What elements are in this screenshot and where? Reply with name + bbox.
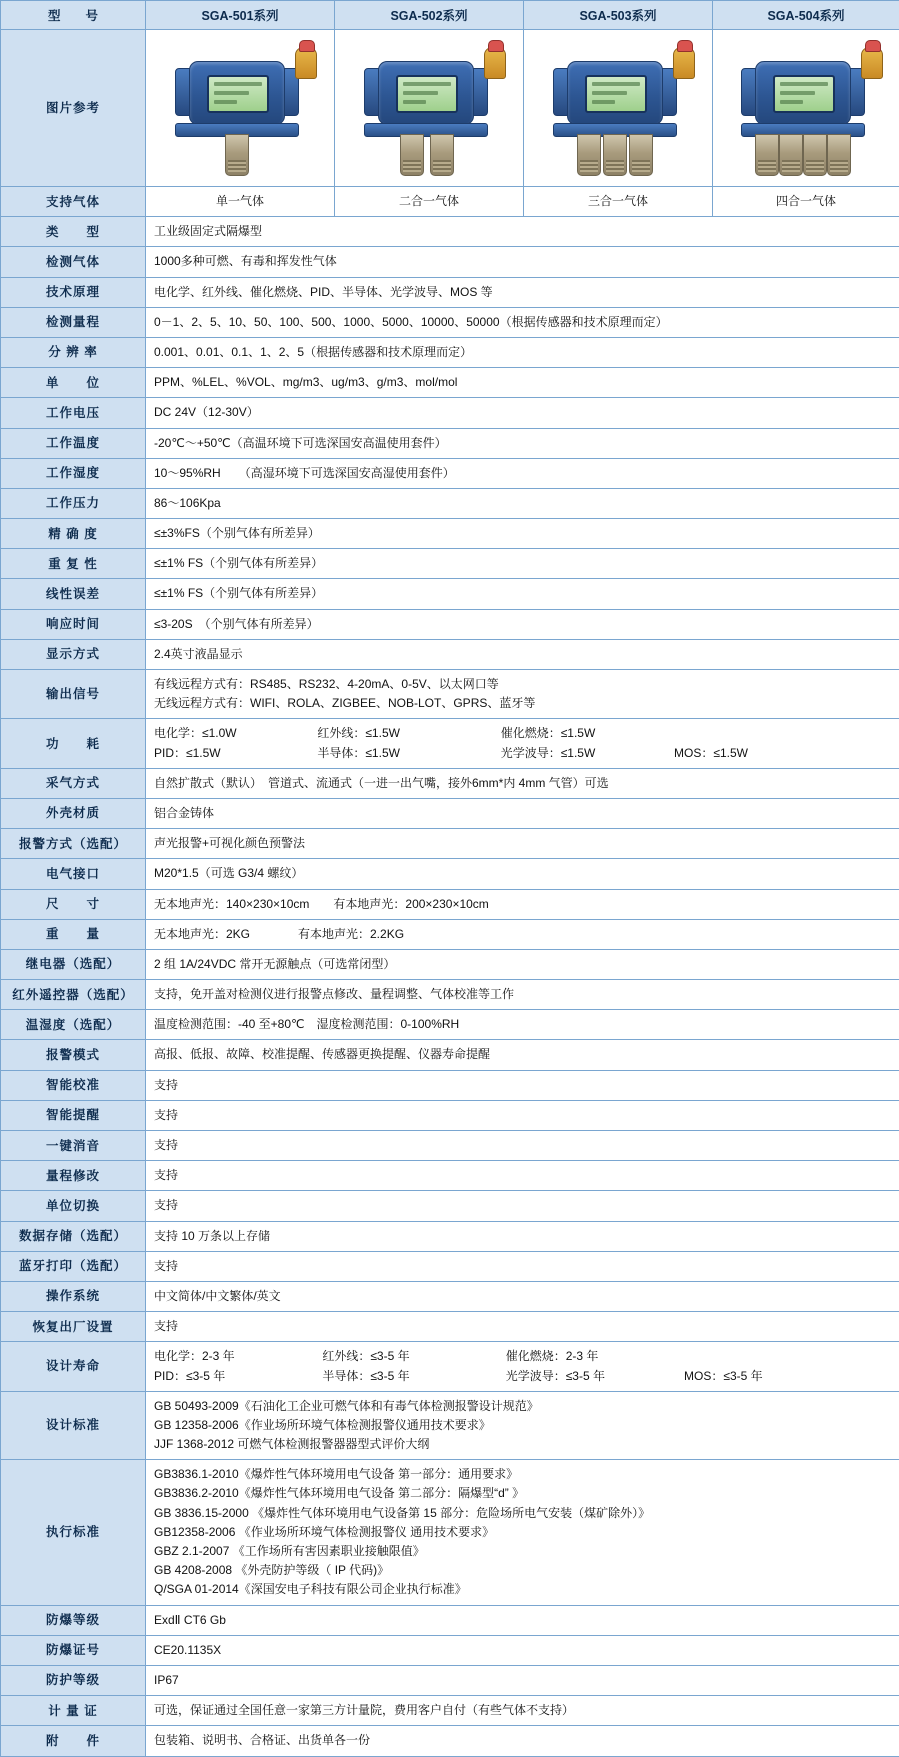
power-line-1 <box>154 724 891 743</box>
table-row <box>1 768 899 798</box>
row-label: 防爆证号 <box>1 1635 146 1665</box>
power-catalytic: 催化燃烧：≤1.5W <box>501 724 596 743</box>
lifespan-value <box>146 1342 899 1391</box>
row-value: 支持 <box>146 1251 899 1281</box>
row-value: 支持 <box>146 1070 899 1100</box>
row-value: 支持 <box>146 1100 899 1130</box>
row-value: 包装箱、说明书、合格证、出货单各一份 <box>146 1726 899 1756</box>
table-row <box>1 458 899 488</box>
row-label: 量程修改 <box>1 1161 146 1191</box>
power-infrared: 红外线：≤1.5W <box>317 724 497 743</box>
row-label: 智能校准 <box>1 1070 146 1100</box>
row-label: 一键消音 <box>1 1131 146 1161</box>
table-row <box>1 1696 899 1726</box>
table-row <box>1 337 899 367</box>
row-value: 温度检测范围：-40 至+80℃ 湿度检测范围：0-100%RH <box>146 1010 899 1040</box>
row-label: 显示方式 <box>1 639 146 669</box>
row-label: 检测量程 <box>1 307 146 337</box>
table-row <box>1 1161 899 1191</box>
table-row <box>1 1131 899 1161</box>
row-value: 2 组 1A/24VDC 常开无源触点（可选常闭型） <box>146 949 899 979</box>
table-row <box>1 798 899 828</box>
power-value <box>146 719 899 768</box>
row-value: 无本地声光：140×230×10cm 有本地声光：200×230×10cm <box>146 889 899 919</box>
row-value: ≤3-20S （个别气体有所差异） <box>146 609 899 639</box>
row-value: ≤±1% FS（个别气体有所差异） <box>146 549 899 579</box>
row-value: DC 24V（12-30V） <box>146 398 899 428</box>
detector-image-502 <box>335 30 524 187</box>
row-value: ExdⅡ CT6 Gb <box>146 1605 899 1635</box>
gas-detector-icon <box>155 35 325 183</box>
table-row <box>1 1040 899 1070</box>
lifespan-semiconductor: 半导体：≤3-5 年 <box>322 1367 502 1386</box>
table-row <box>1 1281 899 1311</box>
table-row <box>1 1010 899 1040</box>
execute-standard-item: GBZ 2.1-2007 《工作场所有害因素职业接触限值》 <box>154 1542 891 1561</box>
model-502: SGA-502系列 <box>335 1 524 30</box>
design-standard-item: JJF 1368-2012 可燃气体检测报警器器型式评价大纲 <box>154 1435 891 1454</box>
row-value: 2.4英寸液晶显示 <box>146 639 899 669</box>
row-label: 继电器（选配） <box>1 949 146 979</box>
execute-standard-label: 执行标准 <box>1 1460 146 1605</box>
row-label: 报警方式（选配） <box>1 829 146 859</box>
row-value: CE20.1135X <box>146 1635 899 1665</box>
table-row <box>1 1251 899 1281</box>
row-label: 恢复出厂设置 <box>1 1312 146 1342</box>
table-row <box>1 889 899 919</box>
table-row <box>1 609 899 639</box>
table-row <box>1 919 899 949</box>
model-504: SGA-504系列 <box>713 1 899 30</box>
table-row <box>1 1100 899 1130</box>
row-label: 工作压力 <box>1 488 146 518</box>
table-row <box>1 1635 899 1665</box>
execute-standard-item: GB 4208-2008 《外壳防护等级（ IP 代码)》 <box>154 1561 891 1580</box>
row-label: 响应时间 <box>1 609 146 639</box>
row-value: 工业级固定式隔爆型 <box>146 217 899 247</box>
gas-support-503: 三合一气体 <box>524 187 713 217</box>
row-value: 86～106Kpa <box>146 488 899 518</box>
row-label: 电气接口 <box>1 859 146 889</box>
gas-detector-icon <box>721 35 891 183</box>
row-label: 单 位 <box>1 368 146 398</box>
table-row <box>1 829 899 859</box>
table-row-execute-standard <box>1 1460 899 1605</box>
table-row <box>1 1070 899 1100</box>
lifespan-line-1 <box>154 1347 891 1366</box>
model-503: SGA-503系列 <box>524 1 713 30</box>
row-value: 10～95%RH （高湿环境下可选深国安高湿使用套件） <box>146 458 899 488</box>
table-row <box>1 307 899 337</box>
design-standard-item: GB 12358-2006《作业场所环境气体检测报警仪通用技术要求》 <box>154 1416 891 1435</box>
table-row-gas-support <box>1 187 899 217</box>
model-501: SGA-501系列 <box>146 1 335 30</box>
row-value: 1000多种可燃、有毒和挥发性气体 <box>146 247 899 277</box>
row-label: 数据存储（选配） <box>1 1221 146 1251</box>
row-label: 温湿度（选配） <box>1 1010 146 1040</box>
row-label: 工作温度 <box>1 428 146 458</box>
table-row <box>1 1665 899 1695</box>
gas-support-502: 二合一气体 <box>335 187 524 217</box>
row-label: 防护等级 <box>1 1665 146 1695</box>
row-label: 防爆等级 <box>1 1605 146 1635</box>
row-value: 电化学、红外线、催化燃烧、PID、半导体、光学波导、MOS 等 <box>146 277 899 307</box>
row-label: 智能提醒 <box>1 1100 146 1130</box>
gas-support-501: 单一气体 <box>146 187 335 217</box>
row-label: 采气方式 <box>1 768 146 798</box>
output-signal-label: 输出信号 <box>1 670 146 719</box>
row-label: 工作湿度 <box>1 458 146 488</box>
table-row <box>1 277 899 307</box>
lifespan-line-2 <box>154 1367 891 1386</box>
lifespan-mos: MOS：≤3-5 年 <box>684 1367 763 1386</box>
row-value: ≤±1% FS（个别气体有所差异） <box>146 579 899 609</box>
row-label: 操作系统 <box>1 1281 146 1311</box>
table-row <box>1 549 899 579</box>
output-signal-value <box>146 670 899 719</box>
row-label: 蓝牙打印（选配） <box>1 1251 146 1281</box>
row-label: 分 辨 率 <box>1 337 146 367</box>
row-value: 支持，免开盖对检测仪进行报警点修改、量程调整、气体校准等工作 <box>146 980 899 1010</box>
row-value: 铝合金铸体 <box>146 798 899 828</box>
table-row <box>1 519 899 549</box>
table-row-output-signal <box>1 670 899 719</box>
row-value: 支持 10 万条以上存储 <box>146 1221 899 1251</box>
design-standard-label: 设计标准 <box>1 1391 146 1460</box>
execute-standard-item: GB 3836.15-2000 《爆炸性气体环境用电气设备第 15 部分：危险场所电气安装（煤矿除外）》 <box>154 1504 891 1523</box>
row-label: 尺 寸 <box>1 889 146 919</box>
execute-standard-item: Q/SGA 01-2014《深国安电子科技有限公司企业执行标准》 <box>154 1580 891 1599</box>
table-row <box>1 949 899 979</box>
table-row-power <box>1 719 899 768</box>
table-row <box>1 398 899 428</box>
power-electrochemical: 电化学：≤1.0W <box>154 724 314 743</box>
power-pid: PID：≤1.5W <box>154 744 314 763</box>
gas-detector-icon <box>344 35 514 183</box>
row-label: 技术原理 <box>1 277 146 307</box>
row-label: 单位切换 <box>1 1191 146 1221</box>
output-signal-wireless: 无线远程方式有：WIFI、ROLA、ZIGBEE、NOB-LOT、GPRS、蓝牙等 <box>154 694 891 713</box>
table-row <box>1 639 899 669</box>
row-value: 支持 <box>146 1191 899 1221</box>
gas-detector-icon <box>533 35 703 183</box>
table-row-images <box>1 30 899 187</box>
table-row <box>1 368 899 398</box>
power-label: 功 耗 <box>1 719 146 768</box>
power-optical: 光学波导：≤1.5W <box>501 744 671 763</box>
lifespan-infrared: 红外线：≤3-5 年 <box>322 1347 502 1366</box>
row-value: 无本地声光：2KG 有本地声光：2.2KG <box>146 919 899 949</box>
design-standard-value <box>146 1391 899 1460</box>
row-label: 外壳材质 <box>1 798 146 828</box>
row-label: 类 型 <box>1 217 146 247</box>
table-row-model <box>1 1 899 30</box>
table-row <box>1 247 899 277</box>
lifespan-electrochemical: 电化学：2-3 年 <box>154 1347 319 1366</box>
execute-standard-item: GB3836.2-2010《爆炸性气体环境用电气设备 第二部分：隔爆型“d” 》 <box>154 1484 891 1503</box>
table-row-design-standard <box>1 1391 899 1460</box>
row-value: 声光报警+可视化颜色预警法 <box>146 829 899 859</box>
row-label: 红外遥控器（选配） <box>1 980 146 1010</box>
table-row <box>1 428 899 458</box>
table-row <box>1 1312 899 1342</box>
table-row <box>1 1726 899 1756</box>
row-value: 中文简体/中文繁体/英文 <box>146 1281 899 1311</box>
row-value: IP67 <box>146 1665 899 1695</box>
row-value: 自然扩散式（默认） 管道式、流通式（一进一出气嘴，接外6mm*内 4mm 气管）可选 <box>146 768 899 798</box>
row-value: 0.001、0.01、0.1、1、2、5（根据传感器和技术原理而定） <box>146 337 899 367</box>
row-value: 0－1、2、5、10、50、100、500、1000、5000、10000、50000（根据传感器和技术原理而定） <box>146 307 899 337</box>
row-label: 重 量 <box>1 919 146 949</box>
row-value: M20*1.5（可选 G3/4 螺纹） <box>146 859 899 889</box>
table-row <box>1 1605 899 1635</box>
row-label: 检测气体 <box>1 247 146 277</box>
gas-support-504: 四合一气体 <box>713 187 899 217</box>
detector-image-504 <box>713 30 899 187</box>
execute-standard-item: GB3836.1-2010《爆炸性气体环境用电气设备 第一部分：通用要求》 <box>154 1465 891 1484</box>
model-label: 型 号 <box>1 1 146 30</box>
table-row <box>1 859 899 889</box>
row-value: -20℃～+50℃（高温环境下可选深国安高温使用套件） <box>146 428 899 458</box>
lifespan-catalytic: 催化燃烧：2-3 年 <box>506 1347 599 1366</box>
row-label: 附 件 <box>1 1726 146 1756</box>
table-row <box>1 579 899 609</box>
row-value: 支持 <box>146 1131 899 1161</box>
execute-standard-value <box>146 1460 899 1605</box>
row-value: 支持 <box>146 1312 899 1342</box>
execute-standard-item: GB12358-2006 《作业场所环境气体检测报警仪 通用技术要求》 <box>154 1523 891 1542</box>
design-standard-item: GB 50493-2009《石油化工企业可燃气体和有毒气体检测报警设计规范》 <box>154 1397 891 1416</box>
power-semiconductor: 半导体：≤1.5W <box>317 744 497 763</box>
row-value: PPM、%LEL、%VOL、mg/m3、ug/m3、g/m3、mol/mol <box>146 368 899 398</box>
row-label: 重 复 性 <box>1 549 146 579</box>
table-row <box>1 980 899 1010</box>
row-value: 支持 <box>146 1161 899 1191</box>
row-value: 可选，保证通过全国任意一家第三方计量院，费用客户自付（有些气体不支持） <box>146 1696 899 1726</box>
power-mos: MOS：≤1.5W <box>674 744 748 763</box>
row-label: 线性误差 <box>1 579 146 609</box>
table-row <box>1 1221 899 1251</box>
table-row <box>1 1191 899 1221</box>
detector-image-501 <box>146 30 335 187</box>
gas-support-label: 支持气体 <box>1 187 146 217</box>
lifespan-pid: PID：≤3-5 年 <box>154 1367 319 1386</box>
row-label: 工作电压 <box>1 398 146 428</box>
lifespan-label: 设计寿命 <box>1 1342 146 1391</box>
row-label: 精 确 度 <box>1 519 146 549</box>
image-row-label: 图片参考 <box>1 30 146 187</box>
output-signal-wired: 有线远程方式有：RS485、RS232、4-20mA、0-5V、以太网口等 <box>154 675 891 694</box>
power-line-2 <box>154 744 891 763</box>
row-label: 计 量 证 <box>1 1696 146 1726</box>
row-value: ≤±3%FS（个别气体有所差异） <box>146 519 899 549</box>
row-label: 报警模式 <box>1 1040 146 1070</box>
table-row-lifespan <box>1 1342 899 1391</box>
table-row <box>1 217 899 247</box>
lifespan-optical: 光学波导：≤3-5 年 <box>506 1367 681 1386</box>
table-row <box>1 488 899 518</box>
detector-image-503 <box>524 30 713 187</box>
row-value: 高报、低报、故障、校准提醒、传感器更换提醒、仪器寿命提醒 <box>146 1040 899 1070</box>
